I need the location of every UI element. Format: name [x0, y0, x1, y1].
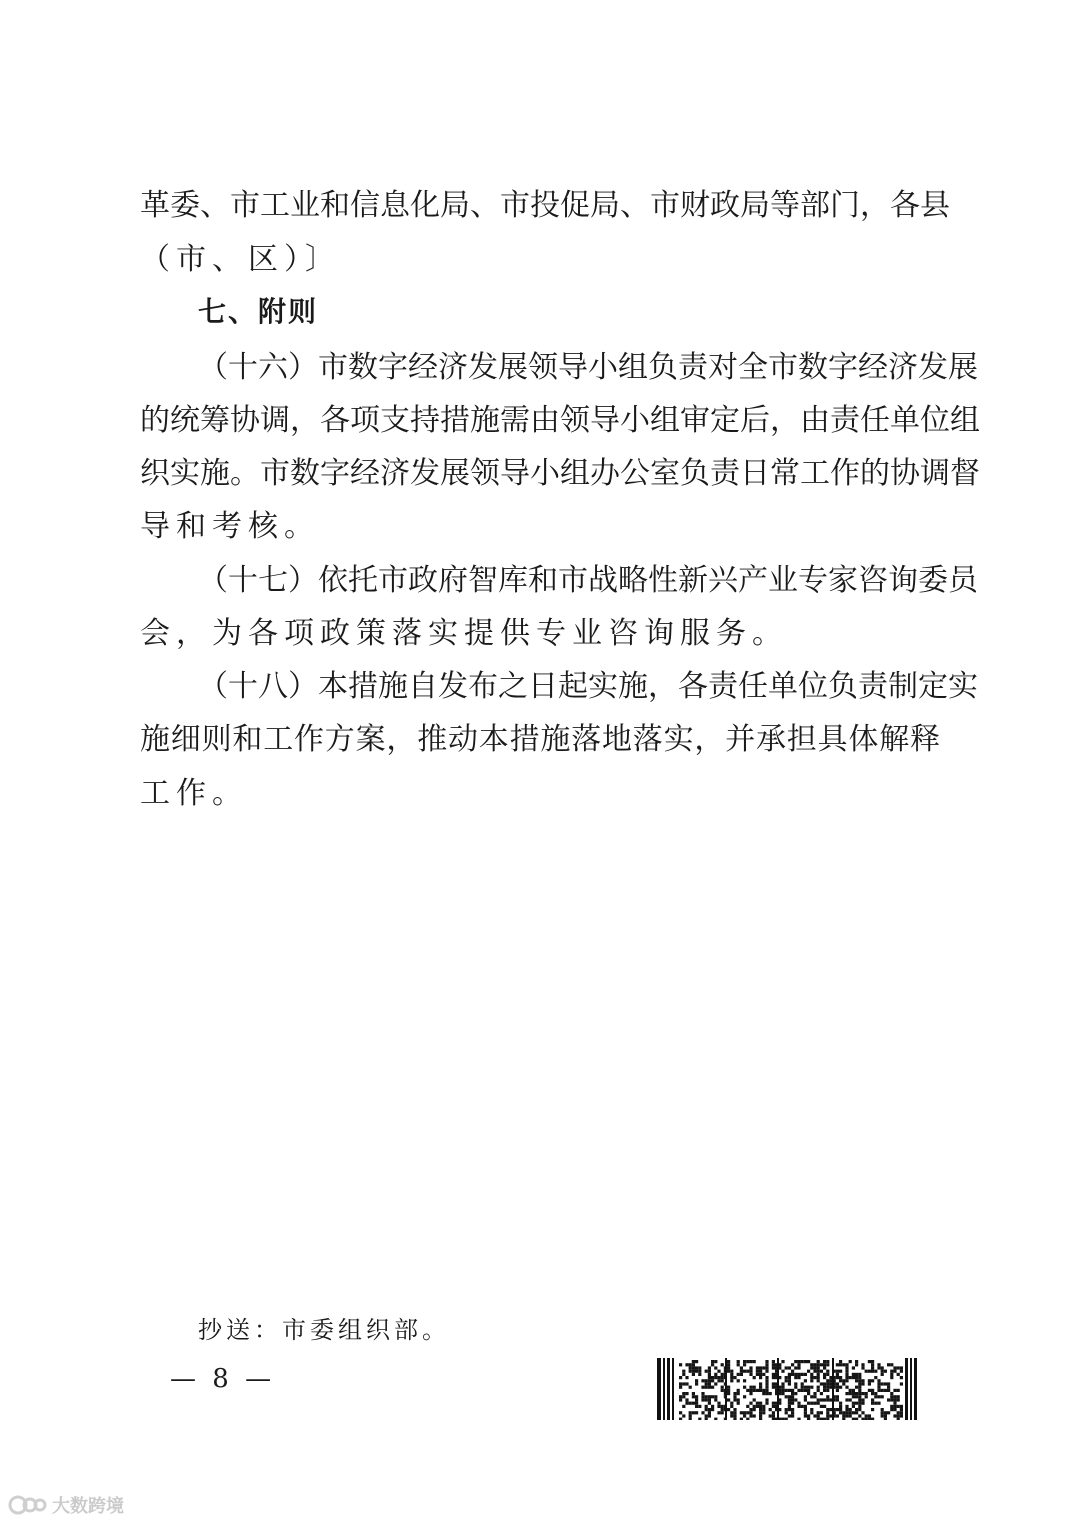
body-line: 的统筹协调，各项支持措施需由领导小组审定后，由责任单位组 [140, 403, 980, 438]
page-number: — 8 — [170, 1364, 276, 1394]
body-line: 导和考核。 [140, 509, 320, 544]
body-line: 会，为各项政策落实提供专业咨询服务。 [140, 616, 788, 651]
body-line: （十六）市数字经济发展领导小组负责对全市数字经济发展 [198, 350, 978, 385]
body-line: （十七）依托市政府智库和市战略性新兴产业专家咨询委员 [198, 563, 978, 598]
cc-line: 抄送：市委组织部。 [198, 1316, 450, 1344]
watermark-text: 大数跨境 [52, 1496, 124, 1517]
body-line: （十八）本措施自发布之日起实施，各责任单位负责制定实 [198, 669, 978, 704]
body-line: （市、区）〕 [140, 242, 341, 277]
watermark-logo-icon [8, 1492, 48, 1518]
body-line: 工作。 [140, 776, 248, 811]
watermark [8, 1490, 124, 1520]
body-line: 织实施。市数字经济发展领导小组办公室负责日常工作的协调督 [140, 456, 980, 491]
body-line: 革委、市工业和信息化局、市投促局、市财政局等部门，各县 [140, 188, 950, 223]
section-heading: 七、附则 [198, 295, 319, 328]
barcode-image [657, 1358, 917, 1420]
body-line: 施细则和工作方案，推动本措施落地落实，并承担具体解释 [140, 722, 940, 757]
